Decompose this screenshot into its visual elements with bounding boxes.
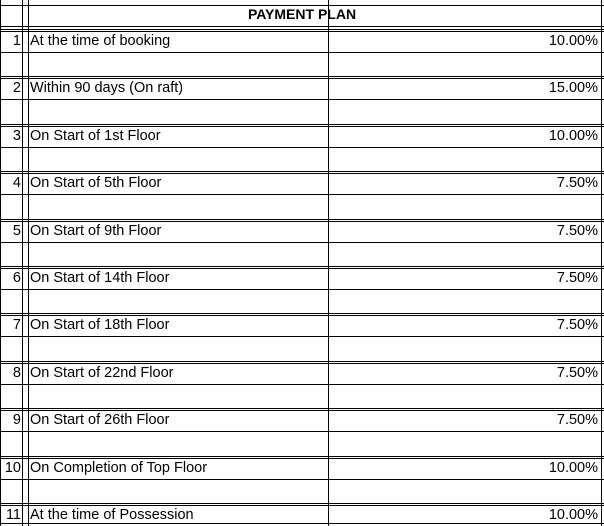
grid-line [0,242,604,243]
stage-label: Within 90 days (On raft) [30,80,184,96]
grid-line [0,124,604,125]
grid-line [0,171,604,172]
grid-line [0,408,604,409]
grid-line [0,503,604,504]
stage-label: On Completion of Top Floor [30,460,208,476]
stage-percent: 7.50% [556,223,598,239]
grid-line [0,29,604,30]
grid-line [0,266,604,267]
row-number: 9 [12,412,21,428]
stage-percent: 7.50% [556,317,598,333]
row-number: 1 [12,33,21,49]
row-number: 4 [12,175,21,191]
stage-label: On Start of 26th Floor [30,412,170,428]
table-title: PAYMENT PLAN [247,6,357,22]
grid-line [0,52,604,53]
row-number: 6 [12,270,21,286]
stage-label: At the time of booking [30,33,171,49]
grid-line [0,219,604,220]
grid-line [0,147,604,148]
row-number: 2 [12,80,21,96]
stage-label: On Start of 18th Floor [30,317,170,333]
grid-line [0,5,604,6]
grid-line [0,76,604,77]
stage-percent: 10.00% [548,128,598,144]
row-number: 7 [12,317,21,333]
stage-label: On Start of 5th Floor [30,175,162,191]
grid-line [0,479,604,480]
row-number: 10 [4,460,21,476]
grid-line [0,194,604,195]
row-number: 8 [12,365,21,381]
stage-percent: 7.50% [556,412,598,428]
stage-percent: 10.00% [548,460,598,476]
grid-line [0,99,604,100]
grid-line [0,523,604,524]
grid-line [0,361,604,362]
stage-percent: 7.50% [556,270,598,286]
stage-percent: 15.00% [548,80,598,96]
stage-label: On Start of 9th Floor [30,223,162,239]
stage-label: On Start of 22nd Floor [30,365,174,381]
row-number: 11 [5,507,21,523]
row-number: 5 [12,223,21,239]
grid-line [0,456,604,457]
grid-line [0,26,604,27]
grid-line [0,336,604,337]
stage-label: On Start of 14th Floor [30,270,170,286]
stage-percent: 10.00% [548,33,598,49]
stage-percent: 10.00% [548,507,598,523]
stage-label: At the time of Possession [30,507,194,523]
grid-line [0,289,604,290]
grid-line [0,431,604,432]
stage-percent: 7.50% [556,175,598,191]
row-number: 3 [12,128,21,144]
grid-line [0,384,604,385]
grid-line [0,313,604,314]
stage-percent: 7.50% [556,365,598,381]
stage-label: On Start of 1st Floor [30,128,161,144]
